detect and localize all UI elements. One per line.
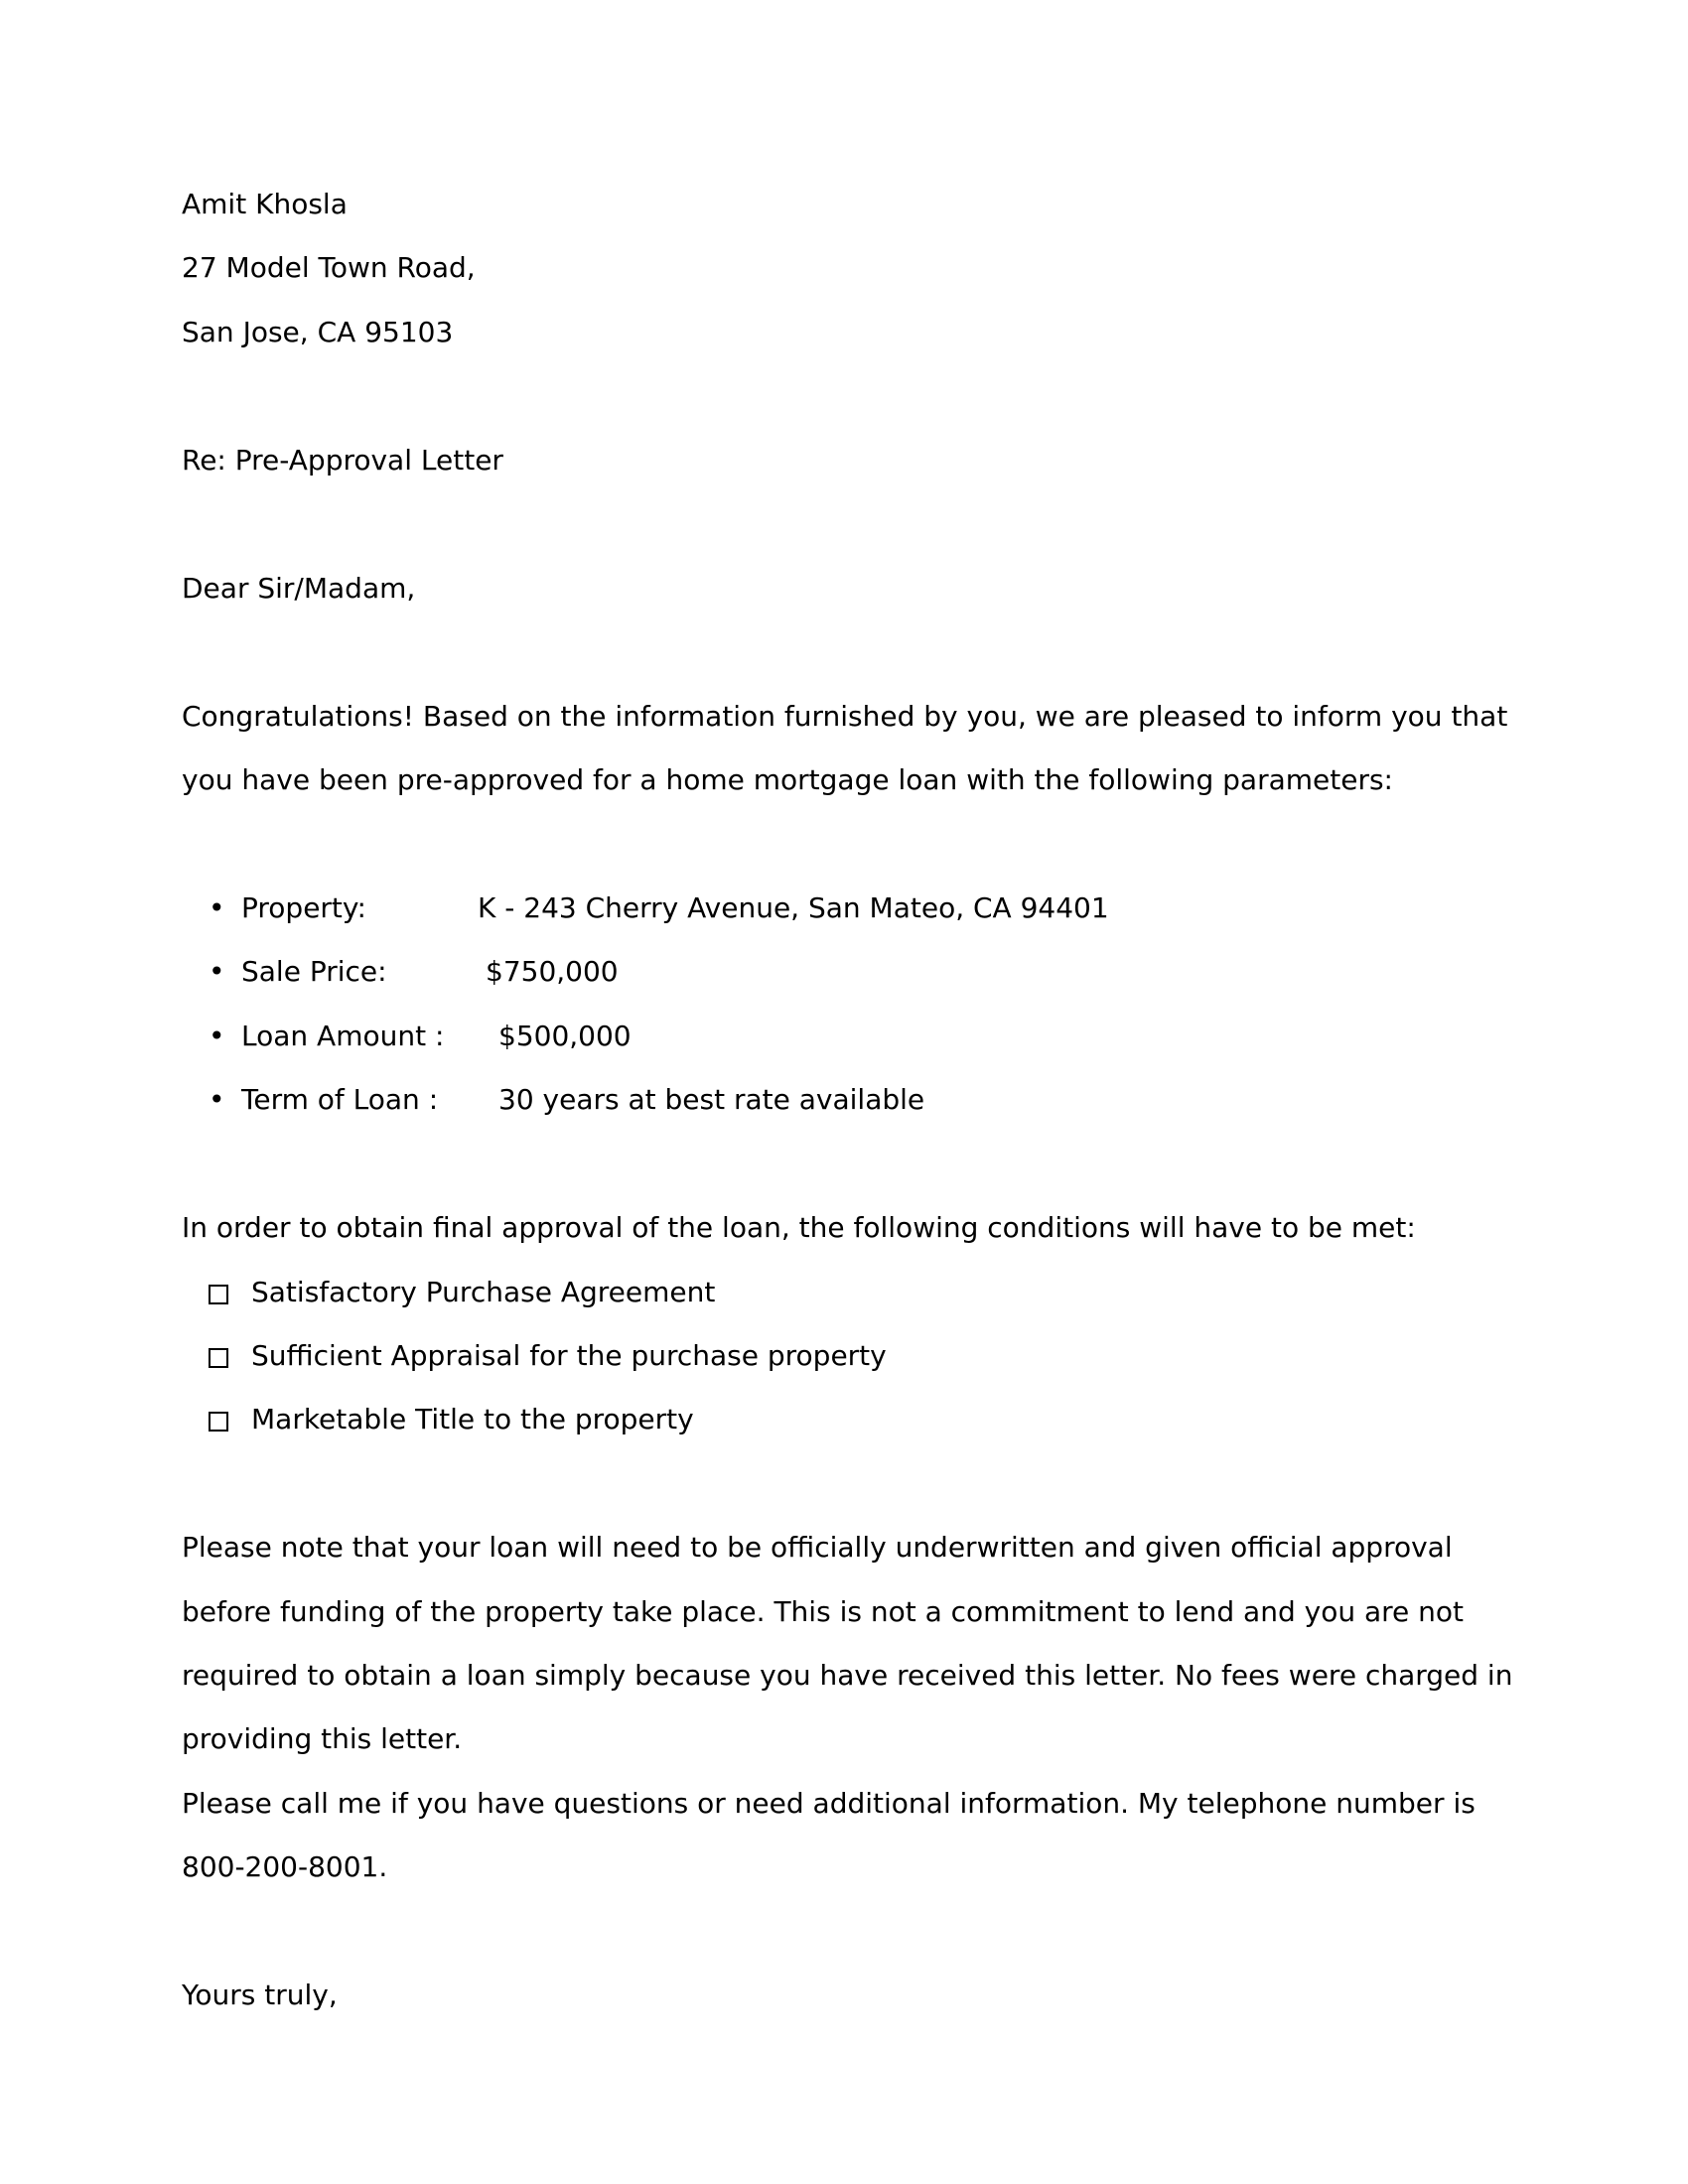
parameter-value: 30 years at best rate available [498, 1083, 925, 1116]
salutation: Dear Sir/Madam, [182, 572, 416, 605]
parameter-label: Sale Price: [241, 955, 387, 988]
sender-address-line2: San Jose, CA 95103 [182, 316, 454, 348]
conditions-intro: In order to obtain final approval of the loan, the following conditions will have to be met: [182, 1211, 1416, 1244]
bullet-icon: • [209, 1083, 225, 1116]
bullet-icon: • [209, 891, 225, 924]
parameter-value: $750,000 [486, 955, 619, 988]
parameter-label: Property: [241, 891, 366, 924]
condition-text: Satisfactory Purchase Agreement [251, 1276, 716, 1308]
sender-address-line1: 27 Model Town Road, [182, 251, 476, 284]
subject-line: Re: Pre-Approval Letter [182, 444, 503, 477]
parameter-label: Loan Amount : [241, 1020, 445, 1052]
checkbox-icon [209, 1412, 228, 1432]
intro-line2: you have been pre-approved for a home mortgage loan with the following parameters: [182, 763, 1393, 796]
checkbox-icon [209, 1285, 228, 1304]
bullet-icon: • [209, 1020, 225, 1052]
condition-text: Sufficient Appraisal for the purchase property [251, 1339, 887, 1372]
note-line3: required to obtain a loan simply because you have received this letter. No fees were charged in [182, 1659, 1513, 1692]
bullet-icon: • [209, 955, 225, 988]
parameter-value: $500,000 [498, 1020, 632, 1052]
note-line4: providing this letter. [182, 1722, 463, 1755]
checkbox-icon [209, 1348, 228, 1368]
note-line2: before funding of the property take place. This is not a commitment to lend and you are not [182, 1595, 1465, 1628]
intro-line1: Congratulations! Based on the information furnished by you, we are pleased to inform you that [182, 700, 1508, 733]
note-line1: Please note that your loan will need to be officially underwritten and given official approval [182, 1531, 1453, 1564]
condition-text: Marketable Title to the property [251, 1403, 694, 1435]
contact-line1: Please call me if you have questions or need additional information. My telephone number is [182, 1787, 1476, 1820]
contact-line2: 800-200-8001. [182, 1850, 388, 1883]
sender-name: Amit Khosla [182, 188, 348, 220]
parameter-label: Term of Loan : [241, 1083, 439, 1116]
parameter-value: K - 243 Cherry Avenue, San Mateo, CA 94401 [478, 891, 1109, 924]
closing: Yours truly, [182, 1979, 338, 2011]
